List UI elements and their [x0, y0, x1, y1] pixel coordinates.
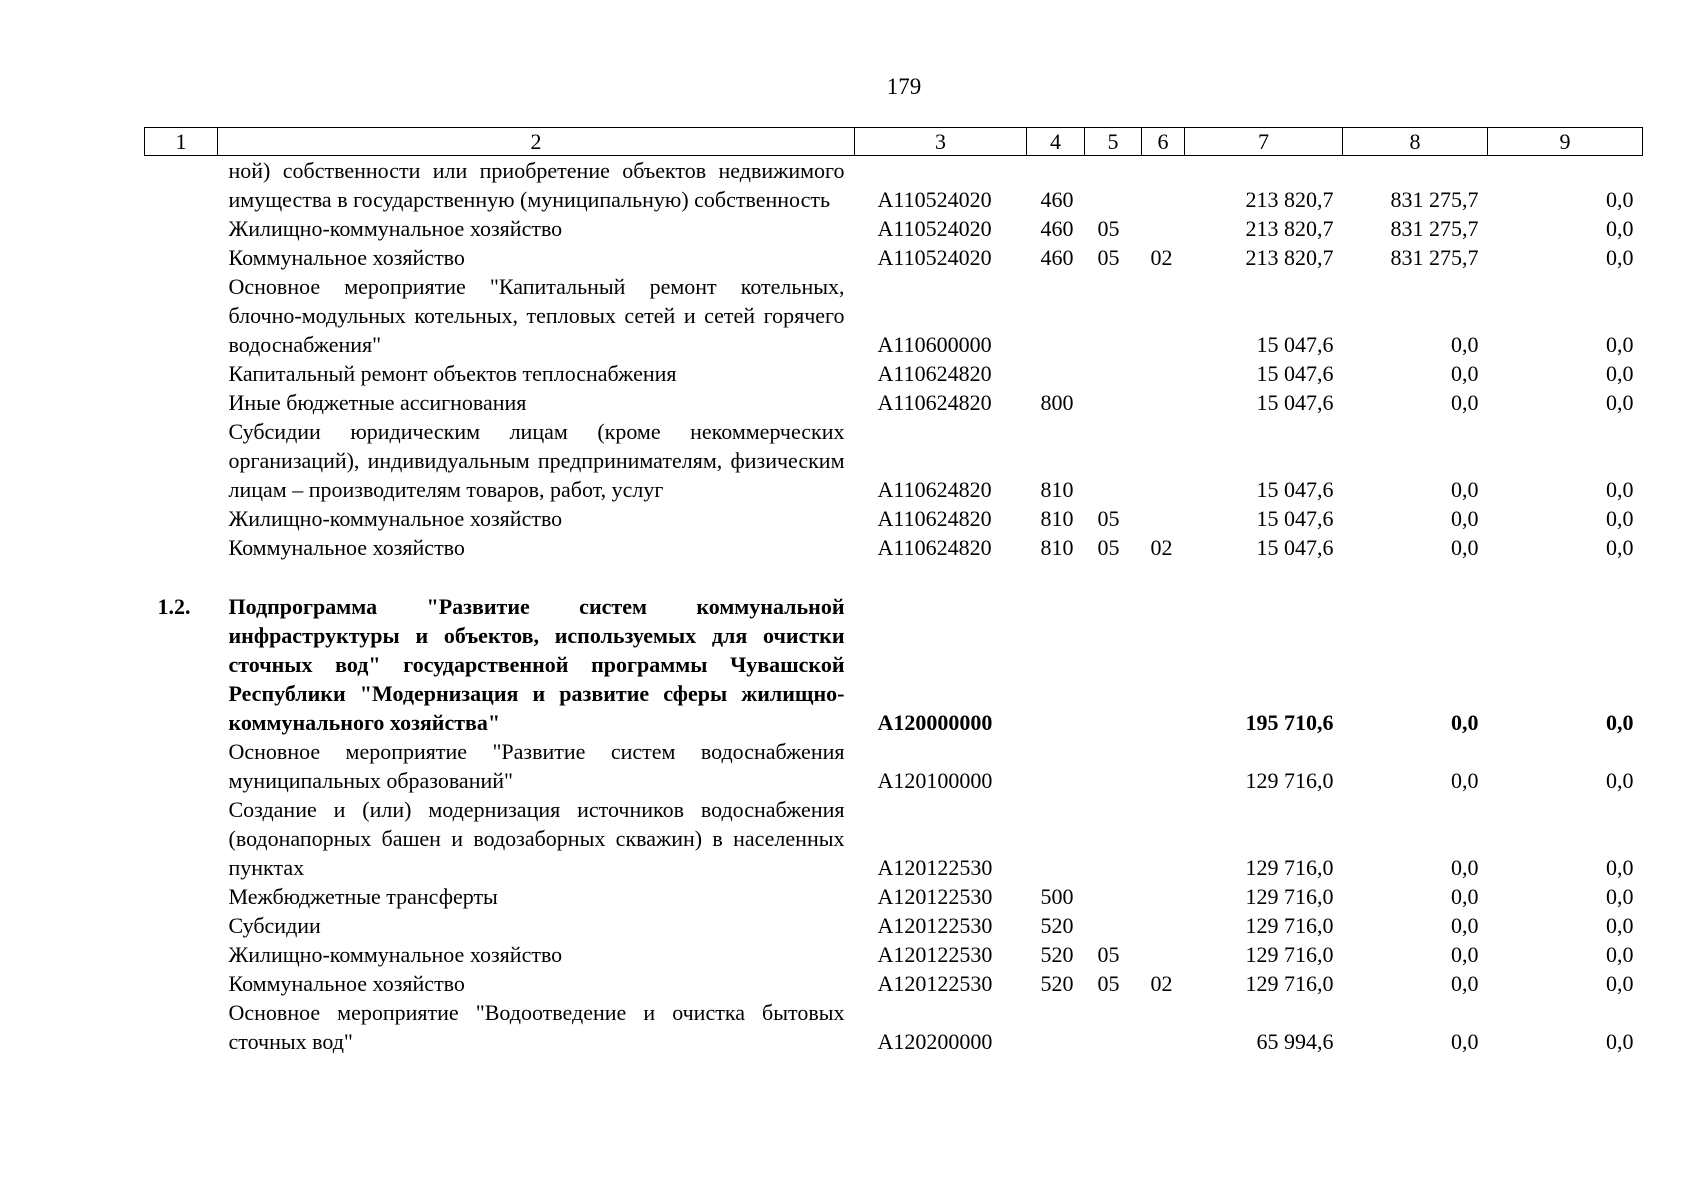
row-code: А110624820: [877, 506, 992, 531]
row-number: [145, 214, 218, 243]
row-value-7: 129 716,0: [1245, 971, 1334, 996]
row-value-9: 0,0: [1606, 332, 1634, 357]
row-col-6: [1142, 504, 1185, 533]
header-col-5: 5: [1085, 128, 1142, 156]
row-name: Жилищно-коммунальное хозяйство: [228, 942, 563, 967]
row-name: Коммунальное хозяйство: [228, 245, 465, 270]
header-col-7: 7: [1185, 128, 1343, 156]
row-col-5: 05: [1097, 971, 1120, 996]
row-value-7: 129 716,0: [1245, 942, 1334, 967]
row-value-9: 0,0: [1606, 1029, 1634, 1054]
row-col-4: [1027, 737, 1085, 795]
row-code: А110524020: [877, 187, 992, 212]
row-code: А120122530: [877, 913, 993, 938]
row-number: [145, 882, 218, 911]
row-col-6: [1142, 940, 1185, 969]
row-number: [145, 940, 218, 969]
row-value-8: 0,0: [1451, 971, 1479, 996]
row-value-8: 0,0: [1451, 506, 1479, 531]
row-col-5: [1085, 998, 1142, 1056]
row-value-8: 0,0: [1451, 390, 1479, 415]
table-row: [145, 998, 1643, 1056]
row-col-6: [1142, 998, 1185, 1056]
table-row: [145, 156, 1643, 215]
row-col-6: 02: [1150, 971, 1173, 996]
row-col-6: [1142, 359, 1185, 388]
table-row: [145, 737, 1643, 795]
row-col-4: [1027, 359, 1085, 388]
row-col-6: [1142, 737, 1185, 795]
row-col-6: [1142, 592, 1185, 737]
row-value-8: 0,0: [1451, 855, 1479, 880]
table-row: [145, 243, 1643, 272]
row-code: А120122530: [877, 855, 993, 880]
row-name: Жилищно-коммунальное хозяйство: [228, 216, 563, 241]
table-row: [145, 911, 1643, 940]
row-number: [145, 911, 218, 940]
row-value-7: 15 047,6: [1256, 535, 1334, 560]
row-col-4: 800: [1040, 390, 1074, 415]
row-name: Субсидии юридическим лицам (кроме некоммерческих организаций), индивидуальным предпринимателям, физическим лицам – производителям товаров, работ, услуг: [228, 419, 845, 502]
row-value-7: 195 710,6: [1245, 710, 1334, 735]
row-value-8: 0,0: [1451, 942, 1479, 967]
row-col-4: 520: [1040, 971, 1074, 996]
row-col-5: 05: [1097, 506, 1120, 531]
row-col-5: 05: [1097, 535, 1120, 560]
row-value-9: 0,0: [1606, 942, 1634, 967]
row-col-4: 520: [1040, 942, 1074, 967]
row-number: [145, 998, 218, 1056]
row-col-6: [1142, 214, 1185, 243]
row-col-5: [1085, 417, 1142, 504]
row-number: [145, 417, 218, 504]
row-code: А120122530: [877, 884, 993, 909]
row-value-8: 0,0: [1451, 361, 1479, 386]
row-col-5: 05: [1097, 245, 1120, 270]
row-value-8: 0,0: [1451, 535, 1479, 560]
header-col-2: 2: [218, 128, 855, 156]
row-code: А110524020: [877, 216, 992, 241]
row-value-8: 0,0: [1451, 477, 1479, 502]
table-row: [145, 969, 1643, 998]
row-value-7: 15 047,6: [1256, 390, 1334, 415]
row-number: [145, 359, 218, 388]
row-value-9: 0,0: [1606, 971, 1634, 996]
row-value-9: 0,0: [1606, 884, 1634, 909]
row-col-4: 460: [1040, 187, 1074, 212]
row-col-6: 02: [1150, 245, 1173, 270]
table-row: [145, 388, 1643, 417]
row-name: Жилищно-коммунальное хозяйство: [228, 506, 563, 531]
row-value-8: 0,0: [1451, 768, 1479, 793]
row-code: А110624820: [877, 361, 992, 386]
row-col-5: [1085, 388, 1142, 417]
row-code: А120122530: [877, 942, 993, 967]
row-value-9: 0,0: [1606, 535, 1634, 560]
row-code: А110524020: [877, 245, 992, 270]
row-number: [145, 969, 218, 998]
row-name: Коммунальное хозяйство: [228, 535, 465, 560]
row-col-5: [1085, 882, 1142, 911]
row-name: Основное мероприятие "Развитие систем водоснабжения муниципальных образований": [228, 739, 845, 793]
row-col-5: [1085, 737, 1142, 795]
row-number: [145, 243, 218, 272]
table-header: [145, 128, 1643, 156]
row-col-4: [1027, 998, 1085, 1056]
row-value-9: 0,0: [1606, 245, 1634, 270]
header-col-8: 8: [1343, 128, 1488, 156]
row-value-8: 0,0: [1451, 884, 1479, 909]
row-name: Создание и (или) модернизация источников водоснабжения (водонапорных башен и водозаборных скважин) в населенных пунктах: [228, 797, 845, 880]
row-col-4: 460: [1040, 216, 1074, 241]
row-col-5: [1085, 592, 1142, 737]
budget-table: [144, 127, 1643, 1056]
row-col-6: [1142, 388, 1185, 417]
spacer-row: [145, 562, 1643, 592]
row-code: А120100000: [877, 768, 993, 793]
row-col-6: [1142, 882, 1185, 911]
table-row: [145, 795, 1643, 882]
row-name: Основное мероприятие "Капитальный ремонт котельных, блочно-модульных котельных, тепловых сетей и сетей горячего водоснабжения": [228, 274, 845, 357]
row-col-6: [1142, 272, 1185, 359]
row-col-5: 05: [1097, 942, 1120, 967]
row-name: Основное мероприятие "Водоотведение и очистка бытовых сточных вод": [228, 1000, 845, 1054]
row-col-4: [1027, 272, 1085, 359]
table-row: [145, 214, 1643, 243]
row-col-6: 02: [1150, 535, 1173, 560]
row-name: Субсидии: [228, 913, 321, 938]
row-col-6: [1142, 156, 1185, 215]
row-value-8: 0,0: [1451, 710, 1479, 735]
table-row: [145, 882, 1643, 911]
row-code: А120000000: [877, 710, 993, 735]
row-name: Капитальный ремонт объектов теплоснабжения: [228, 361, 677, 386]
header-row: [145, 128, 1643, 156]
row-col-5: [1085, 911, 1142, 940]
table-row: [145, 940, 1643, 969]
row-value-7: 15 047,6: [1256, 361, 1334, 386]
row-value-7: 15 047,6: [1256, 477, 1334, 502]
row-col-4: 810: [1040, 506, 1074, 531]
row-value-7: 129 716,0: [1245, 913, 1334, 938]
row-value-7: 129 716,0: [1245, 855, 1334, 880]
row-col-4: 460: [1040, 245, 1074, 270]
row-value-7: 129 716,0: [1245, 768, 1334, 793]
row-value-8: 831 275,7: [1390, 187, 1479, 212]
row-name: Иные бюджетные ассигнования: [228, 390, 527, 415]
header-col-4: 4: [1027, 128, 1085, 156]
row-value-7: 15 047,6: [1256, 332, 1334, 357]
row-value-8: 0,0: [1451, 1029, 1479, 1054]
row-col-4: [1027, 795, 1085, 882]
table-row: [145, 359, 1643, 388]
row-code: А120122530: [877, 971, 993, 996]
row-code: А110624820: [877, 390, 992, 415]
row-value-9: 0,0: [1606, 710, 1634, 735]
spacer-cell: [145, 562, 1643, 592]
row-value-7: 15 047,6: [1256, 506, 1334, 531]
row-col-6: [1142, 911, 1185, 940]
row-value-7: 65 994,6: [1256, 1029, 1334, 1054]
row-value-9: 0,0: [1606, 506, 1634, 531]
row-value-9: 0,0: [1606, 187, 1634, 212]
header-col-6: 6: [1142, 128, 1185, 156]
row-col-4: 810: [1040, 477, 1074, 502]
header-col-3: 3: [855, 128, 1027, 156]
row-number: [145, 388, 218, 417]
row-col-5: [1085, 795, 1142, 882]
page-number: 179: [886, 74, 922, 99]
table-row: [145, 533, 1643, 562]
row-value-8: 831 275,7: [1390, 216, 1479, 241]
row-col-5: 05: [1097, 216, 1120, 241]
row-value-7: 213 820,7: [1245, 187, 1334, 212]
row-name: Подпрограмма "Развитие систем коммунальной инфраструктуры и объектов, используемых для очистки сточных вод" государственной программы Чувашской Республики "Модернизация и развитие сферы жилищно-коммунального хозяйства": [228, 594, 845, 735]
table-row: [145, 417, 1643, 504]
row-value-7: 129 716,0: [1245, 884, 1334, 909]
row-value-8: 0,0: [1451, 913, 1479, 938]
row-value-8: 0,0: [1451, 332, 1479, 357]
row-name: ной) собственности или приобретение объектов недвижимого имущества в государственную (муниципальную) собственность: [228, 158, 845, 212]
row-code: А110624820: [877, 535, 992, 560]
row-col-4: 520: [1040, 913, 1074, 938]
row-col-4: 500: [1040, 884, 1074, 909]
row-name: Коммунальное хозяйство: [228, 971, 465, 996]
row-value-9: 0,0: [1606, 390, 1634, 415]
row-number: [145, 737, 218, 795]
row-value-7: 213 820,7: [1245, 216, 1334, 241]
row-number: [145, 272, 218, 359]
row-number: [145, 533, 218, 562]
row-code: А110600000: [877, 332, 992, 357]
row-col-5: [1085, 359, 1142, 388]
row-value-9: 0,0: [1606, 216, 1634, 241]
header-col-1: 1: [145, 128, 218, 156]
table-row: [145, 504, 1643, 533]
row-col-4: 810: [1040, 535, 1074, 560]
row-number: [145, 795, 218, 882]
row-value-9: 0,0: [1606, 913, 1634, 938]
row-code: А110624820: [877, 477, 992, 502]
row-value-9: 0,0: [1606, 768, 1634, 793]
header-col-9: 9: [1488, 128, 1643, 156]
row-col-5: [1085, 156, 1142, 215]
table-body: [145, 156, 1643, 1057]
row-col-4: [1027, 592, 1085, 737]
row-number: 1.2.: [157, 594, 191, 619]
row-col-6: [1142, 795, 1185, 882]
row-col-6: [1142, 417, 1185, 504]
table-row: [145, 592, 1643, 737]
row-value-8: 831 275,7: [1390, 245, 1479, 270]
row-value-9: 0,0: [1606, 855, 1634, 880]
row-value-7: 213 820,7: [1245, 245, 1334, 270]
row-code: А120200000: [877, 1029, 993, 1054]
row-col-5: [1085, 272, 1142, 359]
row-name: Межбюджетные трансферты: [228, 884, 498, 909]
row-number: [145, 156, 218, 215]
row-number: [145, 504, 218, 533]
table-row: [145, 272, 1643, 359]
row-value-9: 0,0: [1606, 477, 1634, 502]
row-value-9: 0,0: [1606, 361, 1634, 386]
